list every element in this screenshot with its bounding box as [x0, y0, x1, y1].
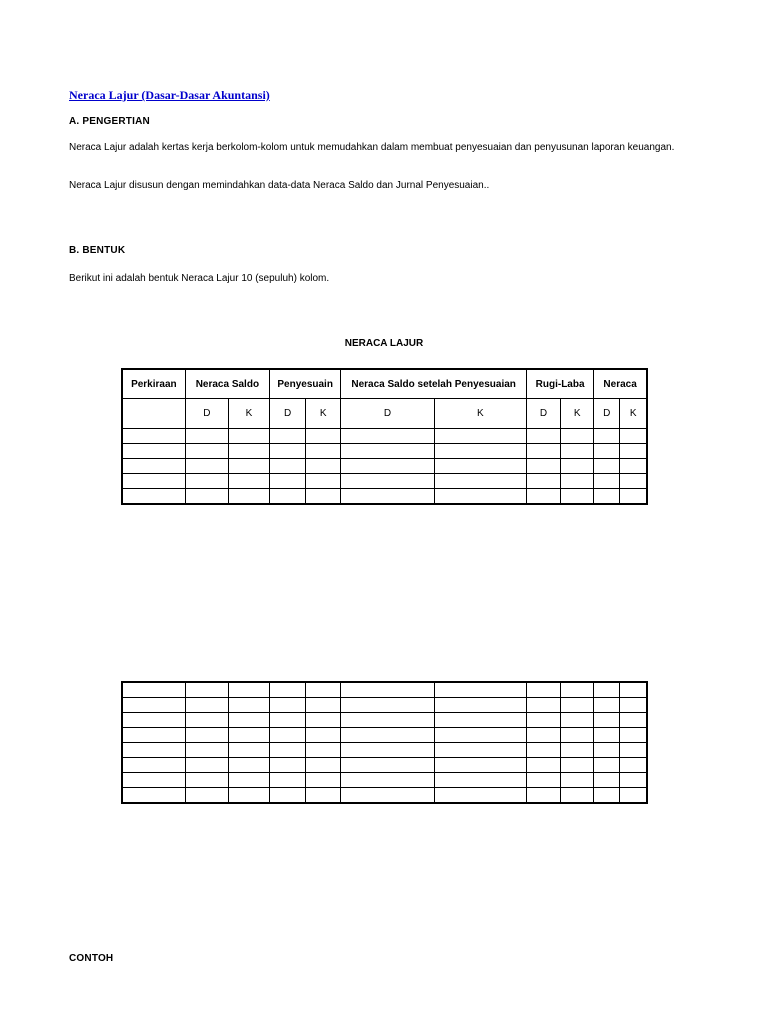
contoh-heading: CONTOH: [69, 953, 114, 964]
header-neraca-saldo: Neraca Saldo: [185, 369, 269, 399]
section-a-paragraph-2: Neraca Lajur disusun dengan memindahkan data-data Neraca Saldo dan Jurnal Penyesuaian..: [69, 180, 490, 191]
table-row: [122, 758, 647, 773]
section-b-heading: B. BENTUK: [69, 245, 126, 256]
table-row: [122, 728, 647, 743]
section-b-paragraph: Berikut ini adalah bentuk Neraca Lajur 10 (sepuluh) kolom.: [69, 273, 330, 284]
table-row: [122, 474, 647, 489]
table-subheader-row: [122, 399, 647, 429]
table-row: [122, 444, 647, 459]
subheader-d: D: [185, 399, 228, 429]
table-row: [122, 682, 647, 698]
header-perkiraan: Perkiraan: [122, 369, 185, 399]
subheader-k: K: [434, 399, 526, 429]
table-row: [122, 788, 647, 804]
table-row: [122, 743, 647, 758]
neraca-lajur-continuation-table: [121, 681, 648, 804]
table-row: [122, 698, 647, 713]
table-row: [122, 713, 647, 728]
header-penyesuaian: Penyesuain: [270, 369, 341, 399]
subheader-d: D: [526, 399, 560, 429]
subheader-k: K: [620, 399, 647, 429]
section-a-paragraph-1: Neraca Lajur adalah kertas kerja berkolom-kolom untuk memudahkan dalam membuat penyesuaian dan penyusunan laporan keuangan.: [69, 142, 675, 153]
subheader-d: D: [270, 399, 306, 429]
table-row: [122, 489, 647, 505]
header-rugi-laba: Rugi-Laba: [526, 369, 593, 399]
table-header-row: [122, 369, 647, 399]
subheader-d: D: [594, 399, 620, 429]
table-row: [122, 459, 647, 474]
header-neraca-saldo-setelah-penyesuaian: Neraca Saldo setelah Penyesuaian: [341, 369, 527, 399]
section-a-heading: A. PENGERTIAN: [69, 116, 150, 127]
subheader-k: K: [561, 399, 594, 429]
neraca-lajur-table: [121, 368, 648, 505]
subheader-d: D: [341, 399, 434, 429]
subheader-k: K: [228, 399, 269, 429]
document-title[interactable]: Neraca Lajur (Dasar-Dasar Akuntansi): [69, 88, 270, 102]
table-row: [122, 773, 647, 788]
table-title: NERACA LAJUR: [344, 338, 424, 349]
subheader-blank: [122, 399, 185, 429]
header-neraca: Neraca: [594, 369, 647, 399]
subheader-k: K: [306, 399, 341, 429]
table-row: [122, 429, 647, 444]
